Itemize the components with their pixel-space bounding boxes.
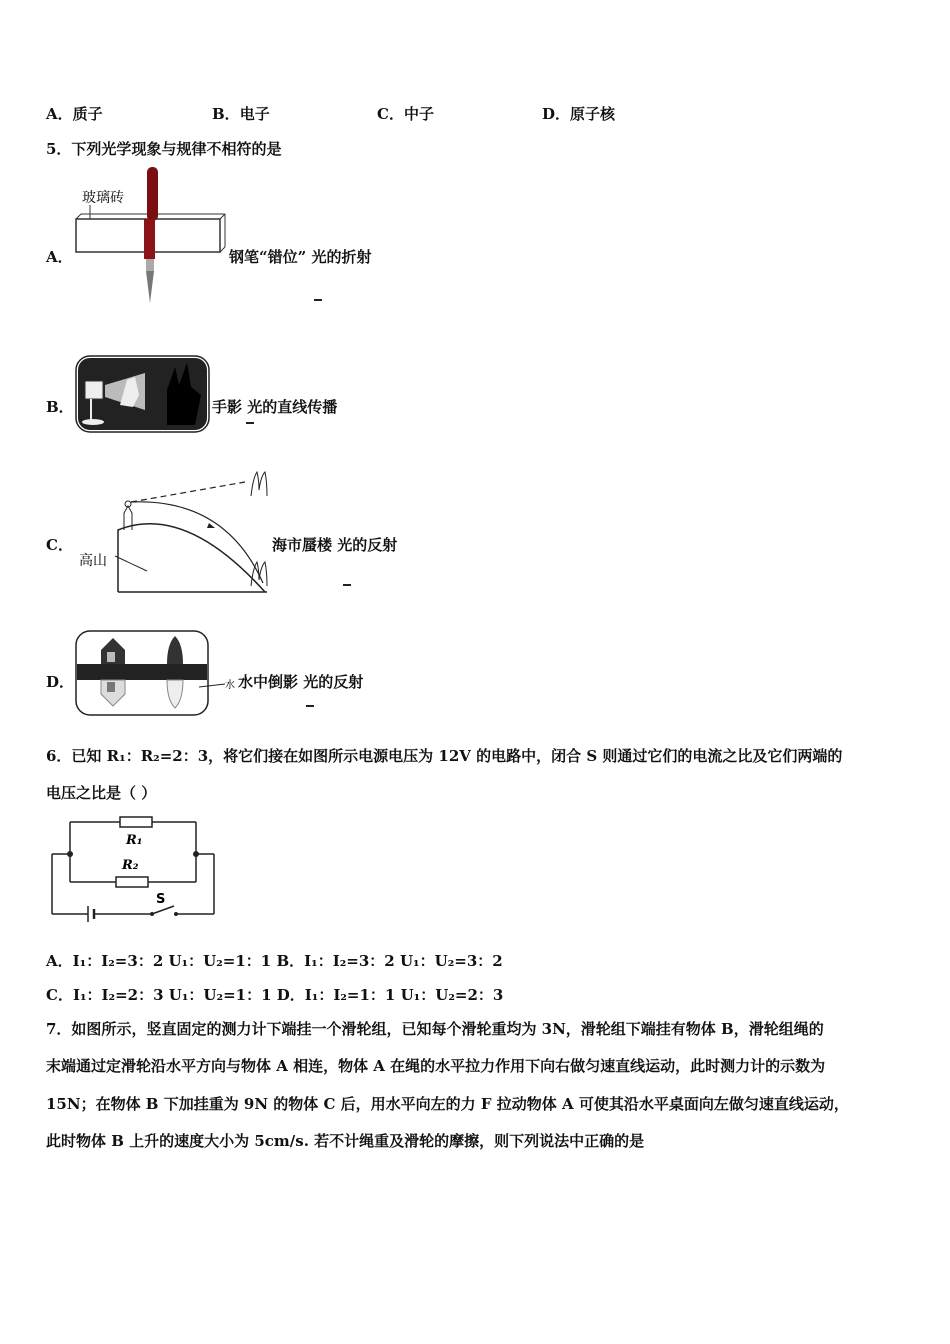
water-reflection-figure [75,630,240,718]
q5-option-b-letter: B． [46,398,74,416]
answer-blank-a [314,299,322,301]
q6-stem-line2: 电压之比是（ ） [46,784,157,802]
q7-line3: 15N；在物体 B 下加挂重为 9N 的物体 C 后，用水平向左的力 F 拉动物体 A 可使其沿水平桌面向左做匀速直线运动， [46,1095,849,1113]
q5-option-c-caption: 海市蜃楼 光的反射 [272,536,398,554]
hand-shadow-figure [75,355,211,435]
water-label: 水 [225,680,235,691]
q5-option-d-letter: D． [46,673,75,691]
q5-option-a-caption: 钢笔“错位” 光的折射 [229,248,372,266]
q5-option-c-letter: C． [46,536,73,554]
q4-option-b: B．电子 [212,105,270,123]
switch-label: S [156,892,166,907]
q5-option-d-caption: 水中倒影 光的反射 [238,673,364,691]
q7-line4: 此时物体 B 上升的速度大小为 5cm/s. 若不计绳重及滑轮的摩擦，则下列说法中正确的是 [46,1132,645,1150]
mirage-figure [75,468,275,594]
glass-brick-label: 玻璃砖 [82,190,124,206]
answer-blank-c [343,584,351,586]
pen-glass-figure [70,165,230,310]
q4-option-a: A．质子 [46,105,103,123]
answer-blank-b [246,422,254,424]
q6-options-row1: A．I₁：I₂=3：2 U₁：U₂=1：1 B．I₁：I₂=3：2 U₁：U₂=3：2 [46,952,503,970]
q7-line1: 7．如图所示，竖直固定的测力计下端挂一个滑轮组，已知每个滑轮重均为 3N，滑轮组下端挂有物体 B，滑轮组绳的 [46,1020,824,1038]
q5-stem: 5．下列光学现象与规律不相符的是 [46,140,282,158]
q5-option-a-letter: A． [46,248,73,266]
q5-option-b-caption: 手影 光的直线传播 [212,398,338,416]
circuit-diagram [50,816,220,926]
q4-option-d: D．原子核 [542,105,616,123]
q6-stem-line1: 6．已知 R₁：R₂=2：3，将它们接在如图所示电源电压为 12V 的电路中，闭合 S 则通过它们的电流之比及它们两端的 [46,747,843,765]
r1-label: R₁ [126,833,143,848]
answer-blank-d [306,705,314,707]
mountain-label: 高山 [79,553,107,569]
q4-option-c: C．中子 [377,105,434,123]
q6-options-row2: C．I₁：I₂=2：3 U₁：U₂=1：1 D．I₁：I₂=1：1 U₁：U₂=2：3 [46,986,504,1004]
q7-line2: 末端通过定滑轮沿水平方向与物体 A 相连，物体 A 在绳的水平拉力作用下向右做匀速直线运动，此时测力计的示数为 [46,1057,826,1075]
r2-label: R₂ [122,858,139,873]
